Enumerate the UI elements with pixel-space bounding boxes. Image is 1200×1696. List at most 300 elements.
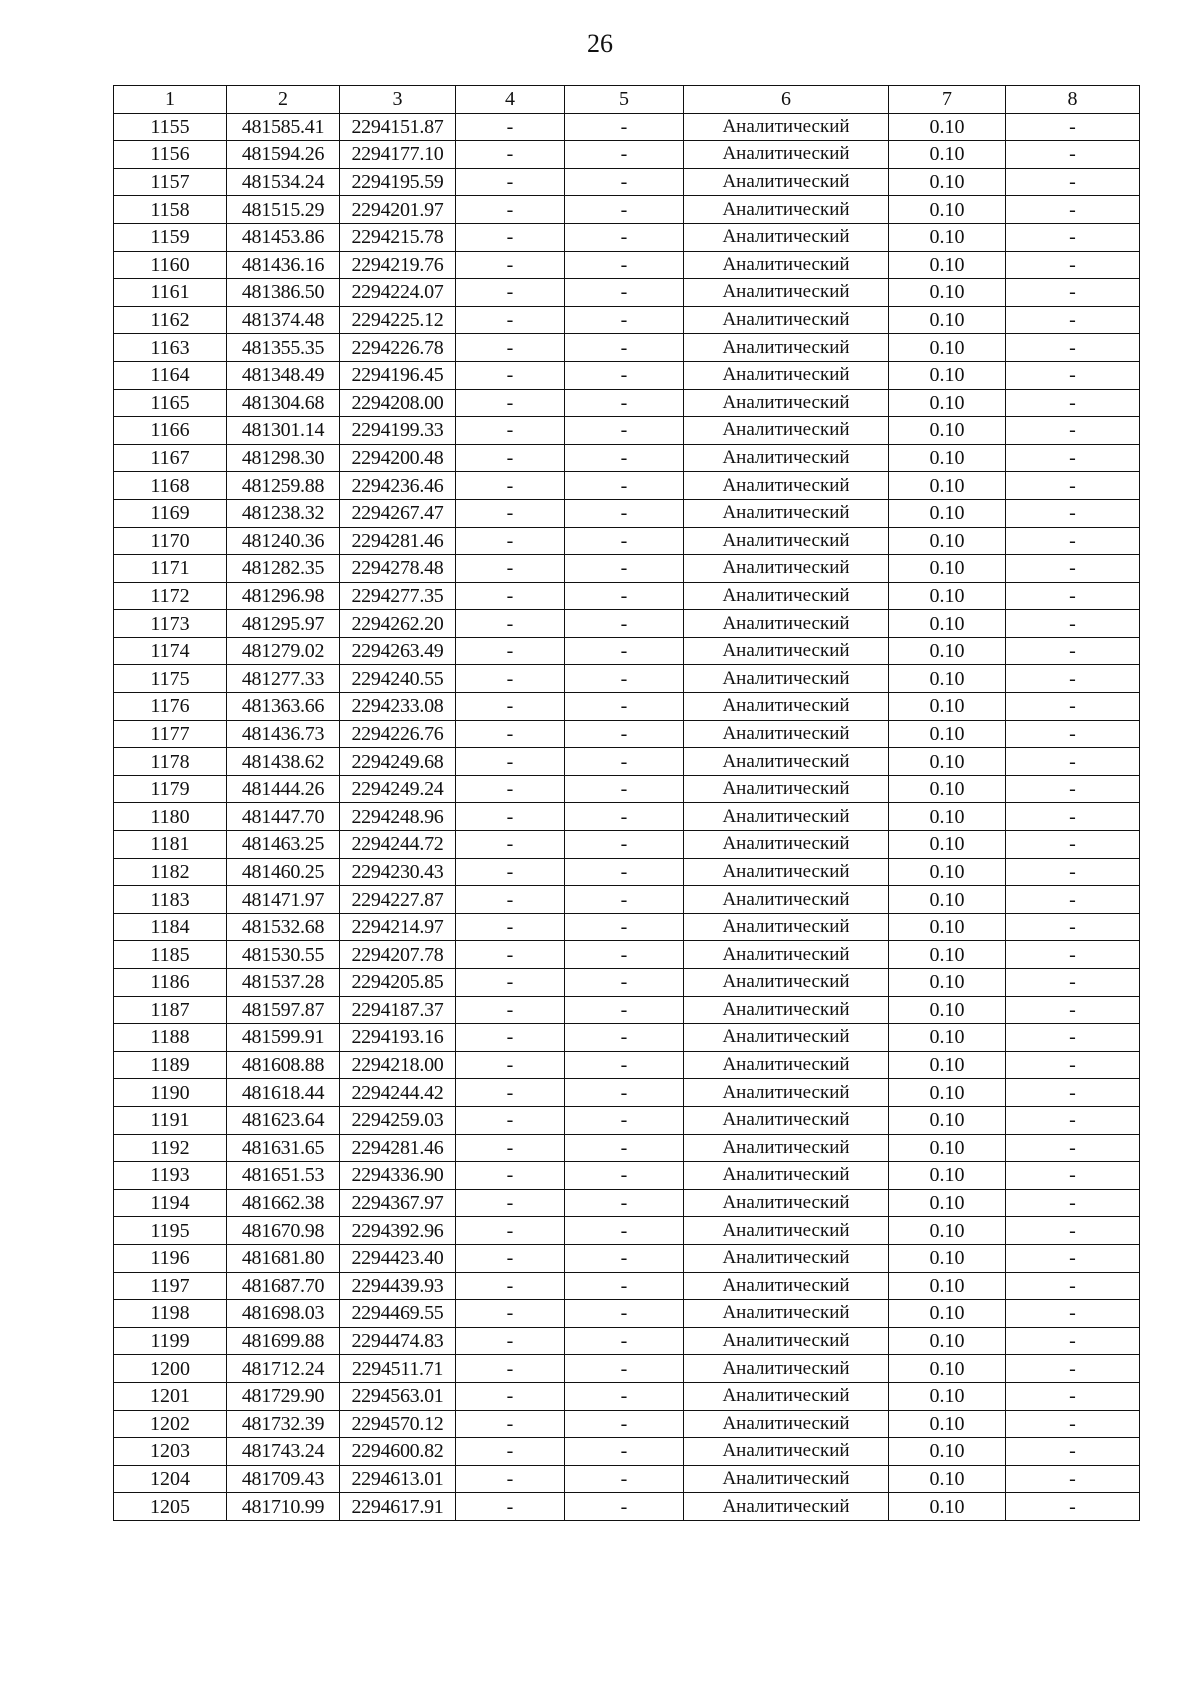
table-row — [114, 1493, 1140, 1521]
cell-x-coordinate: 481585.41 — [227, 113, 340, 141]
cell-accuracy: 0.10 — [889, 334, 1006, 362]
column-header-1: 1 — [114, 86, 227, 114]
cell-accuracy: 0.10 — [889, 1493, 1006, 1521]
cell-point-number: 1176 — [114, 693, 227, 721]
cell-method: Аналитический — [684, 1024, 889, 1052]
cell-column-4-value: - — [456, 472, 565, 500]
cell-method: Аналитический — [684, 1272, 889, 1300]
cell-method: Аналитический — [684, 693, 889, 721]
cell-method: Аналитический — [684, 444, 889, 472]
cell-accuracy: 0.10 — [889, 637, 1006, 665]
cell-x-coordinate: 481460.25 — [227, 858, 340, 886]
cell-x-coordinate: 481729.90 — [227, 1382, 340, 1410]
cell-y-coordinate: 2294236.46 — [340, 472, 456, 500]
cell-accuracy: 0.10 — [889, 555, 1006, 583]
cell-column-5-value: - — [565, 1410, 684, 1438]
cell-x-coordinate: 481304.68 — [227, 389, 340, 417]
cell-x-coordinate: 481732.39 — [227, 1410, 340, 1438]
cell-column-8-value: - — [1006, 775, 1140, 803]
cell-y-coordinate: 2294218.00 — [340, 1051, 456, 1079]
cell-y-coordinate: 2294201.97 — [340, 196, 456, 224]
cell-y-coordinate: 2294474.83 — [340, 1327, 456, 1355]
table-row — [114, 831, 1140, 859]
cell-accuracy: 0.10 — [889, 1465, 1006, 1493]
cell-y-coordinate: 2294227.87 — [340, 886, 456, 914]
cell-column-4-value: - — [456, 417, 565, 445]
cell-column-5-value: - — [565, 113, 684, 141]
cell-point-number: 1155 — [114, 113, 227, 141]
cell-column-5-value: - — [565, 886, 684, 914]
cell-point-number: 1180 — [114, 803, 227, 831]
cell-accuracy: 0.10 — [889, 196, 1006, 224]
cell-x-coordinate: 481687.70 — [227, 1272, 340, 1300]
cell-accuracy: 0.10 — [889, 831, 1006, 859]
table-row — [114, 527, 1140, 555]
cell-y-coordinate: 2294215.78 — [340, 223, 456, 251]
cell-column-5-value: - — [565, 1244, 684, 1272]
cell-accuracy: 0.10 — [889, 1438, 1006, 1466]
cell-accuracy: 0.10 — [889, 1327, 1006, 1355]
cell-y-coordinate: 2294511.71 — [340, 1355, 456, 1383]
cell-column-4-value: - — [456, 803, 565, 831]
cell-column-5-value: - — [565, 306, 684, 334]
cell-column-4-value: - — [456, 969, 565, 997]
cell-method: Аналитический — [684, 223, 889, 251]
cell-accuracy: 0.10 — [889, 1079, 1006, 1107]
cell-column-5-value: - — [565, 334, 684, 362]
cell-point-number: 1194 — [114, 1189, 227, 1217]
cell-accuracy: 0.10 — [889, 1189, 1006, 1217]
cell-column-5-value: - — [565, 913, 684, 941]
table-row — [114, 969, 1140, 997]
cell-column-8-value: - — [1006, 1355, 1140, 1383]
cell-column-4-value: - — [456, 858, 565, 886]
cell-y-coordinate: 2294423.40 — [340, 1244, 456, 1272]
cell-method: Аналитический — [684, 1493, 889, 1521]
cell-column-8-value: - — [1006, 1244, 1140, 1272]
cell-method: Аналитический — [684, 279, 889, 307]
cell-accuracy: 0.10 — [889, 969, 1006, 997]
cell-column-8-value: - — [1006, 168, 1140, 196]
table-row — [114, 775, 1140, 803]
table-row — [114, 1244, 1140, 1272]
cell-method: Аналитический — [684, 1438, 889, 1466]
cell-column-8-value: - — [1006, 1327, 1140, 1355]
cell-column-8-value: - — [1006, 1410, 1140, 1438]
cell-column-8-value: - — [1006, 1300, 1140, 1328]
cell-point-number: 1191 — [114, 1106, 227, 1134]
cell-x-coordinate: 481295.97 — [227, 610, 340, 638]
table-row — [114, 665, 1140, 693]
cell-y-coordinate: 2294262.20 — [340, 610, 456, 638]
cell-accuracy: 0.10 — [889, 251, 1006, 279]
cell-column-4-value: - — [456, 1300, 565, 1328]
cell-x-coordinate: 481386.50 — [227, 279, 340, 307]
table-header-row — [114, 86, 1140, 114]
cell-column-5-value: - — [565, 803, 684, 831]
cell-column-4-value: - — [456, 389, 565, 417]
cell-method: Аналитический — [684, 472, 889, 500]
cell-point-number: 1204 — [114, 1465, 227, 1493]
cell-x-coordinate: 481298.30 — [227, 444, 340, 472]
cell-method: Аналитический — [684, 555, 889, 583]
cell-y-coordinate: 2294244.72 — [340, 831, 456, 859]
cell-column-5-value: - — [565, 941, 684, 969]
cell-point-number: 1189 — [114, 1051, 227, 1079]
cell-accuracy: 0.10 — [889, 803, 1006, 831]
cell-column-5-value: - — [565, 1355, 684, 1383]
cell-y-coordinate: 2294367.97 — [340, 1189, 456, 1217]
cell-method: Аналитический — [684, 969, 889, 997]
cell-y-coordinate: 2294196.45 — [340, 361, 456, 389]
cell-x-coordinate: 481599.91 — [227, 1024, 340, 1052]
cell-accuracy: 0.10 — [889, 444, 1006, 472]
cell-column-8-value: - — [1006, 1217, 1140, 1245]
cell-column-8-value: - — [1006, 913, 1140, 941]
table-row — [114, 306, 1140, 334]
cell-x-coordinate: 481453.86 — [227, 223, 340, 251]
cell-x-coordinate: 481662.38 — [227, 1189, 340, 1217]
cell-column-4-value: - — [456, 1134, 565, 1162]
cell-column-5-value: - — [565, 141, 684, 169]
cell-column-8-value: - — [1006, 803, 1140, 831]
cell-point-number: 1171 — [114, 555, 227, 583]
cell-y-coordinate: 2294187.37 — [340, 996, 456, 1024]
table-row — [114, 1272, 1140, 1300]
table-row — [114, 1217, 1140, 1245]
cell-method: Аналитический — [684, 141, 889, 169]
cell-column-8-value: - — [1006, 1382, 1140, 1410]
table-row — [114, 941, 1140, 969]
cell-x-coordinate: 481444.26 — [227, 775, 340, 803]
cell-point-number: 1174 — [114, 637, 227, 665]
cell-column-4-value: - — [456, 1493, 565, 1521]
cell-accuracy: 0.10 — [889, 610, 1006, 638]
table-row — [114, 444, 1140, 472]
table-row — [114, 1382, 1140, 1410]
cell-x-coordinate: 481743.24 — [227, 1438, 340, 1466]
cell-column-8-value: - — [1006, 527, 1140, 555]
cell-column-4-value: - — [456, 555, 565, 583]
cell-column-5-value: - — [565, 693, 684, 721]
cell-column-4-value: - — [456, 334, 565, 362]
cell-column-5-value: - — [565, 1024, 684, 1052]
cell-column-4-value: - — [456, 499, 565, 527]
cell-y-coordinate: 2294230.43 — [340, 858, 456, 886]
cell-accuracy: 0.10 — [889, 168, 1006, 196]
cell-y-coordinate: 2294600.82 — [340, 1438, 456, 1466]
cell-accuracy: 0.10 — [889, 886, 1006, 914]
cell-point-number: 1164 — [114, 361, 227, 389]
cell-accuracy: 0.10 — [889, 113, 1006, 141]
cell-point-number: 1179 — [114, 775, 227, 803]
cell-y-coordinate: 2294267.47 — [340, 499, 456, 527]
cell-column-5-value: - — [565, 444, 684, 472]
table-row — [114, 141, 1140, 169]
cell-method: Аналитический — [684, 1051, 889, 1079]
cell-column-4-value: - — [456, 886, 565, 914]
cell-x-coordinate: 481681.80 — [227, 1244, 340, 1272]
cell-column-5-value: - — [565, 251, 684, 279]
cell-point-number: 1163 — [114, 334, 227, 362]
cell-x-coordinate: 481594.26 — [227, 141, 340, 169]
cell-column-8-value: - — [1006, 693, 1140, 721]
column-header-7: 7 — [889, 86, 1006, 114]
cell-y-coordinate: 2294249.24 — [340, 775, 456, 803]
cell-column-5-value: - — [565, 527, 684, 555]
cell-column-5-value: - — [565, 279, 684, 307]
cell-point-number: 1168 — [114, 472, 227, 500]
cell-accuracy: 0.10 — [889, 417, 1006, 445]
cell-accuracy: 0.10 — [889, 1106, 1006, 1134]
cell-accuracy: 0.10 — [889, 1217, 1006, 1245]
cell-point-number: 1200 — [114, 1355, 227, 1383]
cell-method: Аналитический — [684, 168, 889, 196]
cell-x-coordinate: 481438.62 — [227, 748, 340, 776]
cell-column-4-value: - — [456, 1162, 565, 1190]
cell-point-number: 1175 — [114, 665, 227, 693]
cell-column-5-value: - — [565, 1382, 684, 1410]
cell-point-number: 1160 — [114, 251, 227, 279]
cell-column-4-value: - — [456, 1217, 565, 1245]
cell-y-coordinate: 2294613.01 — [340, 1465, 456, 1493]
table-row — [114, 748, 1140, 776]
cell-point-number: 1187 — [114, 996, 227, 1024]
cell-accuracy: 0.10 — [889, 1272, 1006, 1300]
cell-point-number: 1156 — [114, 141, 227, 169]
cell-point-number: 1162 — [114, 306, 227, 334]
cell-column-5-value: - — [565, 1189, 684, 1217]
cell-method: Аналитический — [684, 720, 889, 748]
cell-point-number: 1172 — [114, 582, 227, 610]
cell-x-coordinate: 481355.35 — [227, 334, 340, 362]
cell-column-4-value: - — [456, 113, 565, 141]
cell-point-number: 1177 — [114, 720, 227, 748]
cell-point-number: 1193 — [114, 1162, 227, 1190]
cell-y-coordinate: 2294617.91 — [340, 1493, 456, 1521]
cell-method: Аналитический — [684, 831, 889, 859]
cell-point-number: 1166 — [114, 417, 227, 445]
cell-point-number: 1173 — [114, 610, 227, 638]
cell-accuracy: 0.10 — [889, 1300, 1006, 1328]
cell-column-4-value: - — [456, 582, 565, 610]
cell-y-coordinate: 2294214.97 — [340, 913, 456, 941]
cell-y-coordinate: 2294195.59 — [340, 168, 456, 196]
table-row — [114, 417, 1140, 445]
cell-x-coordinate: 481530.55 — [227, 941, 340, 969]
table-row — [114, 1438, 1140, 1466]
coordinates-table — [113, 85, 1140, 1521]
cell-point-number: 1190 — [114, 1079, 227, 1107]
cell-column-5-value: - — [565, 1134, 684, 1162]
cell-column-4-value: - — [456, 720, 565, 748]
cell-x-coordinate: 481608.88 — [227, 1051, 340, 1079]
table-row — [114, 555, 1140, 583]
cell-column-4-value: - — [456, 1106, 565, 1134]
cell-column-8-value: - — [1006, 831, 1140, 859]
cell-column-4-value: - — [456, 251, 565, 279]
cell-accuracy: 0.10 — [889, 306, 1006, 334]
cell-y-coordinate: 2294224.07 — [340, 279, 456, 307]
cell-column-5-value: - — [565, 1300, 684, 1328]
table-row — [114, 693, 1140, 721]
cell-accuracy: 0.10 — [889, 1244, 1006, 1272]
cell-x-coordinate: 481534.24 — [227, 168, 340, 196]
cell-accuracy: 0.10 — [889, 279, 1006, 307]
table-row — [114, 279, 1140, 307]
table-row — [114, 251, 1140, 279]
cell-column-8-value: - — [1006, 1465, 1140, 1493]
cell-y-coordinate: 2294233.08 — [340, 693, 456, 721]
cell-accuracy: 0.10 — [889, 527, 1006, 555]
cell-accuracy: 0.10 — [889, 748, 1006, 776]
cell-column-8-value: - — [1006, 141, 1140, 169]
table-row — [114, 472, 1140, 500]
cell-column-4-value: - — [456, 1079, 565, 1107]
cell-accuracy: 0.10 — [889, 913, 1006, 941]
cell-y-coordinate: 2294281.46 — [340, 1134, 456, 1162]
cell-column-8-value: - — [1006, 1189, 1140, 1217]
cell-point-number: 1188 — [114, 1024, 227, 1052]
cell-column-4-value: - — [456, 223, 565, 251]
cell-column-4-value: - — [456, 941, 565, 969]
cell-point-number: 1202 — [114, 1410, 227, 1438]
table-row — [114, 720, 1140, 748]
cell-column-5-value: - — [565, 361, 684, 389]
cell-x-coordinate: 481363.66 — [227, 693, 340, 721]
cell-point-number: 1158 — [114, 196, 227, 224]
cell-method: Аналитический — [684, 196, 889, 224]
cell-method: Аналитический — [684, 1079, 889, 1107]
cell-y-coordinate: 2294244.42 — [340, 1079, 456, 1107]
cell-accuracy: 0.10 — [889, 665, 1006, 693]
cell-method: Аналитический — [684, 582, 889, 610]
cell-column-5-value: - — [565, 499, 684, 527]
cell-y-coordinate: 2294193.16 — [340, 1024, 456, 1052]
cell-y-coordinate: 2294248.96 — [340, 803, 456, 831]
table-row — [114, 1300, 1140, 1328]
cell-column-8-value: - — [1006, 499, 1140, 527]
cell-method: Аналитический — [684, 637, 889, 665]
cell-method: Аналитический — [684, 665, 889, 693]
cell-column-4-value: - — [456, 913, 565, 941]
cell-method: Аналитический — [684, 748, 889, 776]
cell-column-8-value: - — [1006, 417, 1140, 445]
cell-column-5-value: - — [565, 775, 684, 803]
cell-column-8-value: - — [1006, 720, 1140, 748]
cell-column-5-value: - — [565, 1493, 684, 1521]
table-row — [114, 913, 1140, 941]
cell-column-8-value: - — [1006, 472, 1140, 500]
cell-column-8-value: - — [1006, 610, 1140, 638]
cell-point-number: 1198 — [114, 1300, 227, 1328]
table-row — [114, 1079, 1140, 1107]
cell-column-8-value: - — [1006, 444, 1140, 472]
cell-accuracy: 0.10 — [889, 361, 1006, 389]
table-row — [114, 996, 1140, 1024]
cell-y-coordinate: 2294439.93 — [340, 1272, 456, 1300]
cell-x-coordinate: 481301.14 — [227, 417, 340, 445]
cell-column-4-value: - — [456, 196, 565, 224]
cell-point-number: 1183 — [114, 886, 227, 914]
cell-method: Аналитический — [684, 996, 889, 1024]
table-row — [114, 113, 1140, 141]
cell-column-5-value: - — [565, 1079, 684, 1107]
cell-column-8-value: - — [1006, 858, 1140, 886]
cell-accuracy: 0.10 — [889, 223, 1006, 251]
cell-column-4-value: - — [456, 279, 565, 307]
cell-point-number: 1185 — [114, 941, 227, 969]
table-row — [114, 1162, 1140, 1190]
cell-column-5-value: - — [565, 1438, 684, 1466]
table-row — [114, 389, 1140, 417]
cell-column-8-value: - — [1006, 1134, 1140, 1162]
cell-point-number: 1157 — [114, 168, 227, 196]
cell-accuracy: 0.10 — [889, 996, 1006, 1024]
cell-point-number: 1203 — [114, 1438, 227, 1466]
cell-accuracy: 0.10 — [889, 720, 1006, 748]
cell-accuracy: 0.10 — [889, 582, 1006, 610]
cell-y-coordinate: 2294392.96 — [340, 1217, 456, 1245]
cell-x-coordinate: 481463.25 — [227, 831, 340, 859]
cell-y-coordinate: 2294263.49 — [340, 637, 456, 665]
cell-y-coordinate: 2294225.12 — [340, 306, 456, 334]
cell-accuracy: 0.10 — [889, 1355, 1006, 1383]
cell-point-number: 1170 — [114, 527, 227, 555]
cell-x-coordinate: 481623.64 — [227, 1106, 340, 1134]
cell-column-8-value: - — [1006, 1493, 1140, 1521]
cell-column-5-value: - — [565, 417, 684, 445]
cell-column-8-value: - — [1006, 334, 1140, 362]
cell-column-5-value: - — [565, 610, 684, 638]
cell-x-coordinate: 481240.36 — [227, 527, 340, 555]
cell-column-5-value: - — [565, 858, 684, 886]
cell-x-coordinate: 481436.73 — [227, 720, 340, 748]
cell-x-coordinate: 481277.33 — [227, 665, 340, 693]
column-header-6: 6 — [684, 86, 889, 114]
cell-column-8-value: - — [1006, 582, 1140, 610]
table-row — [114, 223, 1140, 251]
cell-accuracy: 0.10 — [889, 141, 1006, 169]
cell-method: Аналитический — [684, 1465, 889, 1493]
cell-x-coordinate: 481374.48 — [227, 306, 340, 334]
cell-column-5-value: - — [565, 555, 684, 583]
cell-x-coordinate: 481651.53 — [227, 1162, 340, 1190]
cell-method: Аналитический — [684, 886, 889, 914]
cell-x-coordinate: 481618.44 — [227, 1079, 340, 1107]
cell-point-number: 1182 — [114, 858, 227, 886]
cell-column-4-value: - — [456, 831, 565, 859]
cell-y-coordinate: 2294281.46 — [340, 527, 456, 555]
cell-column-5-value: - — [565, 1272, 684, 1300]
cell-method: Аналитический — [684, 803, 889, 831]
cell-accuracy: 0.10 — [889, 1134, 1006, 1162]
cell-column-8-value: - — [1006, 1272, 1140, 1300]
column-header-3: 3 — [340, 86, 456, 114]
cell-x-coordinate: 481710.99 — [227, 1493, 340, 1521]
cell-column-4-value: - — [456, 1438, 565, 1466]
cell-x-coordinate: 481436.16 — [227, 251, 340, 279]
cell-method: Аналитический — [684, 1382, 889, 1410]
cell-method: Аналитический — [684, 1162, 889, 1190]
cell-column-5-value: - — [565, 1162, 684, 1190]
table-row — [114, 168, 1140, 196]
table-row — [114, 499, 1140, 527]
column-header-2: 2 — [227, 86, 340, 114]
table-body — [114, 113, 1140, 1520]
cell-column-8-value: - — [1006, 279, 1140, 307]
cell-method: Аналитический — [684, 499, 889, 527]
